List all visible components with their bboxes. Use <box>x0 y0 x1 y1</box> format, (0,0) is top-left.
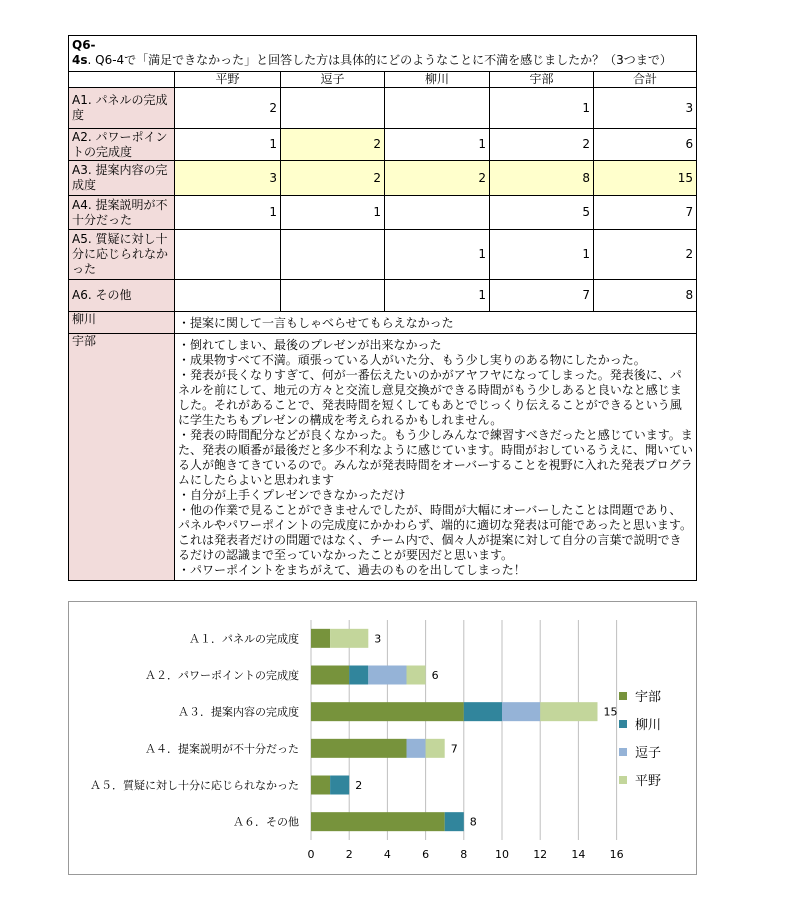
table-cell <box>281 280 385 312</box>
table-cell: 3 <box>594 88 697 129</box>
comment-row <box>69 334 697 581</box>
table-row <box>69 88 697 129</box>
stacked-bar-chart <box>69 602 696 874</box>
row-label: A4. 提案説明が不十分だった <box>69 196 175 230</box>
comment-line: ・自分が上手くプレゼンできなかっただけ <box>178 488 406 502</box>
column-header <box>69 72 175 88</box>
comment-line: ・他の作業で見ることができませんでしたが、時間が大幅にオーバーしたことは問題であり、パネルやパワーポイントの完成度にかかわらず、端的に適切な発表は可能であったと思います。これは発表者だけの問題ではなく、チーム内で、個々人が提案に対して自分の言葉で説明できるだけの認識まで至っていなかったことが要因だと思います。 <box>178 503 692 562</box>
table-cell: 15 <box>594 161 697 196</box>
header-row <box>69 72 697 88</box>
legend-swatch <box>619 776 627 784</box>
table-cell: 8 <box>490 161 594 196</box>
bar-segment-柳川 <box>445 812 464 831</box>
bar-segment-宇部 <box>311 702 464 721</box>
bar-segment-柳川 <box>349 666 368 685</box>
x-tick-label: 0 <box>307 848 315 861</box>
comment-line: ・成果物すべて不満。頑張っている人がいた分、もう少し実りのある物にしたかった。 <box>178 353 646 367</box>
table-row <box>69 196 697 230</box>
table-cell: 1 <box>385 280 490 312</box>
table-cell <box>385 196 490 230</box>
legend-label: 宇部 <box>635 690 662 705</box>
table-cell <box>175 280 281 312</box>
table-cell: 1 <box>490 230 594 280</box>
table-cell: 2 <box>594 230 697 280</box>
question-text: . Q6-4で「満足できなかった」と回答した方は具体的にどのようなことに不満を感じましたか？（3つまで） <box>87 53 672 67</box>
comment-area-label: 柳川 <box>69 312 175 334</box>
legend-label: 柳川 <box>635 718 662 733</box>
legend-label: 平野 <box>635 774 662 789</box>
row-label: A1. パネルの完成度 <box>69 88 175 129</box>
table-cell: 7 <box>490 280 594 312</box>
bar-segment-平野 <box>330 629 368 648</box>
x-tick-label: 16 <box>609 848 624 861</box>
row-label: A6. その他 <box>69 280 175 312</box>
table-cell <box>385 88 490 129</box>
column-header: 平野 <box>175 72 281 88</box>
table-cell: 1 <box>385 230 490 280</box>
total-label: 3 <box>374 632 382 646</box>
table-cell: 1 <box>175 196 281 230</box>
category-label: Ａ３．提案内容の完成度 <box>178 705 299 719</box>
table-cell: 5 <box>490 196 594 230</box>
row-label: A5. 質疑に対し十分に応じられなかった <box>69 230 175 280</box>
total-label: 7 <box>450 742 458 756</box>
column-header: 合計 <box>594 72 697 88</box>
x-tick-label: 12 <box>533 848 548 861</box>
bar-segment-宇部 <box>311 629 330 648</box>
column-header: 逗子 <box>281 72 385 88</box>
category-label: Ａ２．パワーポイントの完成度 <box>145 669 299 682</box>
bar-segment-平野 <box>540 702 597 721</box>
bar-segment-逗子 <box>368 666 406 685</box>
comment-line: ・発表の時間配分などが良くなかった。もう少しみんなで練習すべきだったと感じています。また、発表の順番が最後だと多少不利なように感じています。時間がおしているうえに、聞いている人が飽きてきているので。みんなが発表時間をオーバーすることを視野に入れた発表プログラムにしたらよいと思われます <box>178 428 694 487</box>
row-label: A3. 提案内容の完成度 <box>69 161 175 196</box>
x-tick-label: 8 <box>460 848 468 861</box>
total-label: 6 <box>431 669 439 682</box>
legend-swatch <box>619 720 627 728</box>
table-cell: 1 <box>385 129 490 161</box>
legend-swatch <box>619 748 627 756</box>
bar-segment-平野 <box>407 666 426 685</box>
comment-row <box>69 312 697 334</box>
row-label: A2. パワーポイントの完成度 <box>69 129 175 161</box>
bar-segment-宇部 <box>311 776 330 795</box>
category-label: Ａ６．その他 <box>233 815 299 829</box>
total-label: 8 <box>469 815 477 829</box>
question-title <box>69 36 697 72</box>
category-label: Ａ５．質疑に対し十分に応じられなかった <box>90 779 299 792</box>
legend-swatch <box>619 692 627 700</box>
table-cell: 6 <box>594 129 697 161</box>
comment-line: ・パワーポイントをまちがえて、過去のものを出してしまった！ <box>178 563 526 577</box>
bar-segment-逗子 <box>502 702 540 721</box>
column-header: 宇部 <box>490 72 594 88</box>
comment-text <box>175 334 697 581</box>
comment-line: ・倒れてしまい、最後のプレゼンが出来なかった <box>178 338 442 352</box>
table-cell: 8 <box>594 280 697 312</box>
table-cell <box>175 230 281 280</box>
x-tick-label: 2 <box>345 848 353 861</box>
table-row <box>69 161 697 196</box>
x-tick-label: 6 <box>422 848 430 861</box>
category-label: Ａ１．パネルの完成度 <box>189 632 299 646</box>
table-cell: 7 <box>594 196 697 230</box>
table-cell: 3 <box>175 161 281 196</box>
comment-area-label: 宇部 <box>69 334 175 581</box>
comment-line: ・発表が長くなりすぎて、何が一番伝えたいのかがアヤフヤになってしまった。発表後に、パネルを前にして、地元の方々と交流し意見交換ができる時間がもう少しあると良いなと感じました。それがあることで、発表時間を短くしてもあとでじっくり伝えることができるという風に学生たちもプレゼンの構成を考えられるかもしれません。 <box>178 368 682 427</box>
comment-line: ・提案に関して一言もしゃべらせてもらえなかった <box>178 316 454 330</box>
bar-segment-平野 <box>426 739 445 758</box>
table-cell: 2 <box>281 161 385 196</box>
table-cell: 1 <box>175 129 281 161</box>
bar-segment-宇部 <box>311 812 445 831</box>
table-cell: 2 <box>385 161 490 196</box>
x-tick-label: 4 <box>383 848 391 861</box>
legend-label: 逗子 <box>635 746 662 761</box>
table-cell: 1 <box>490 88 594 129</box>
bar-segment-柳川 <box>330 776 349 795</box>
bar-segment-逗子 <box>407 739 426 758</box>
table-cell <box>281 230 385 280</box>
x-tick-label: 10 <box>495 848 509 861</box>
question-id: Q6-4s <box>72 38 96 67</box>
chart-container <box>68 601 697 875</box>
total-label: 2 <box>355 779 363 792</box>
comment-text <box>175 312 697 334</box>
table-cell: 2 <box>175 88 281 129</box>
column-header: 柳川 <box>385 72 490 88</box>
table-row <box>69 280 697 312</box>
total-label: 15 <box>603 705 618 719</box>
table-row <box>69 230 697 280</box>
survey-table <box>68 35 697 581</box>
table-cell: 2 <box>281 129 385 161</box>
bar-segment-柳川 <box>464 702 502 721</box>
table-cell: 2 <box>490 129 594 161</box>
table-row <box>69 129 697 161</box>
x-tick-label: 14 <box>571 848 586 861</box>
category-label: Ａ４．提案説明が不十分だった <box>145 742 299 756</box>
table-cell <box>281 88 385 129</box>
bar-segment-宇部 <box>311 666 349 685</box>
table-cell: 1 <box>281 196 385 230</box>
bar-segment-宇部 <box>311 739 407 758</box>
